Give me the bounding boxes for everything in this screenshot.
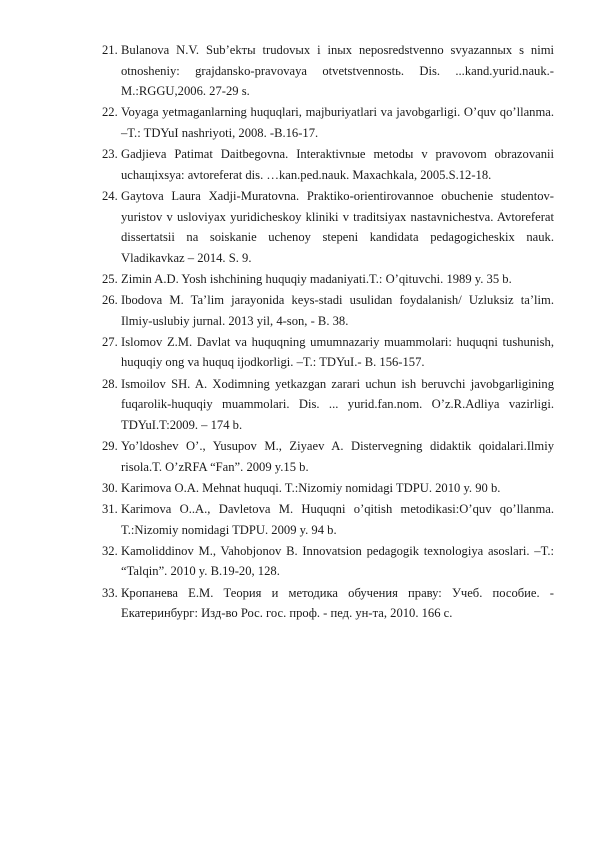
- reference-number: 33.: [102, 585, 118, 600]
- reference-text: Ibodova M. Ta’lim jarayonida keys-stadi usulidan foydalanish/ Uzluksiz ta’lim. Ilmiy-uslubiy jurnal. 2013 yil, 4-son, - B. 38.: [121, 293, 554, 328]
- reference-item: [102, 374, 554, 436]
- reference-number: 29.: [102, 439, 118, 454]
- reference-item: [102, 186, 554, 268]
- reference-number: 22.: [102, 105, 118, 120]
- reference-number: 30.: [102, 480, 118, 495]
- reference-item: [102, 269, 554, 290]
- reference-item: [102, 541, 554, 582]
- reference-item: [102, 499, 554, 540]
- reference-number: 28.: [102, 376, 118, 391]
- reference-text: Gaytova Laura Xadji-Muratovna. Praktiko-orientirovannoe obuchenie studentov-yuristov v usloviyax yuridicheskoy kliniki v traditsiyax nastavnichestva. Avtoreferat dissertatsii na soiskanie uchenoy stepeni kandidata pedagogicheskix nauk. Vladikavkaz – 2014. S. 9.: [121, 188, 554, 265]
- reference-text: Kamoliddinov M., Vahobjonov B. Innovatsion pedagogik texnologiya asoslari. –T.: “Talqin”. 2010 y. B.19-20, 128.: [121, 543, 554, 579]
- reference-text: Yo’ldoshev O’., Yusupov M., Ziyaev A. Distervegning didaktik qoidalari.Ilmiy risola.T. O’zRFA “Fan”. 2009 y.15 b.: [121, 439, 554, 474]
- reference-number: 24.: [102, 188, 118, 203]
- reference-text: Islomov Z.M. Davlat va huquqning umumnazariy muammolari: huquqni tushunish, huquqiy ong va huquq ijodkorligi. –T.: TDYuI.- B. 156-157.: [121, 334, 554, 370]
- reference-item: [102, 40, 554, 102]
- reference-text: Gadjieva Patimat Daitbegovna. Interaktivnыe metodы v pravovom obrazovanii uchaщixsya: avtoreferat dis. …kan.ped.nauk. Maxachkala, 2005.S.12-18.: [121, 147, 554, 182]
- reference-text: Karimova O.A. Mehnat huquqi. T.:Nizomiy nomidagi TDPU. 2010 y. 90 b.: [121, 480, 501, 495]
- reference-number: 31.: [102, 502, 118, 516]
- reference-number: 23.: [102, 147, 118, 162]
- reference-text: Zimin A.D. Yosh ishchining huquqiy madaniyati.T.: O’qituvchi. 1989 y. 35 b.: [121, 271, 512, 286]
- reference-item: [102, 583, 554, 624]
- reference-item: [102, 436, 554, 477]
- reference-item: [102, 478, 554, 499]
- reference-list: [102, 40, 554, 624]
- reference-item: [102, 332, 554, 373]
- reference-number: 27.: [102, 334, 118, 349]
- reference-number: 25.: [102, 271, 118, 286]
- reference-number: 32.: [102, 543, 118, 558]
- reference-item: [102, 102, 554, 143]
- reference-number: 26.: [102, 293, 118, 308]
- reference-text: Кропанева Е.М. Теория и методика обучения праву: Учеб. пособие. - Екатеринбург: Изд-во Рос. гос. проф. - пед. ун-та, 2010. 166 с.: [121, 585, 554, 621]
- reference-text: Ismoilov SH. A. Xodimning yetkazgan zarari uchun ish beruvchi javobgarligining fuqarolik-huquqiy muammolari. Dis. ... yurid.fan.nom. O’z.R.Adliya vazirligi. TDYuI.T:2009. – 174 b.: [121, 376, 554, 432]
- reference-text: Bulanova N.V. Sub’ekты trudovых i inых neposredstvenno svyazannых s nimi otnosheniy: grajdansko-pravovaya otvetstvennostь. Dis. ...kand.yurid.nauk.-M.:RGGU,2006. 27-29 s.: [121, 43, 554, 99]
- reference-text: Voyaga yetmaganlarning huquqlari, majburiyatlari va javobgarligi. O’quv qo’llanma. –T.: TDYuI nashriyoti, 2008. -B.16-17.: [121, 105, 554, 140]
- reference-text: Karimova O..A., Davletova M. Huquqni o’qitish metodikasi:O’quv qo’llanma. T.:Nizomiy nomidagi TDPU. 2009 y. 94 b.: [121, 502, 554, 537]
- reference-number: 21.: [102, 43, 118, 57]
- reference-item: [102, 144, 554, 185]
- reference-item: [102, 290, 554, 331]
